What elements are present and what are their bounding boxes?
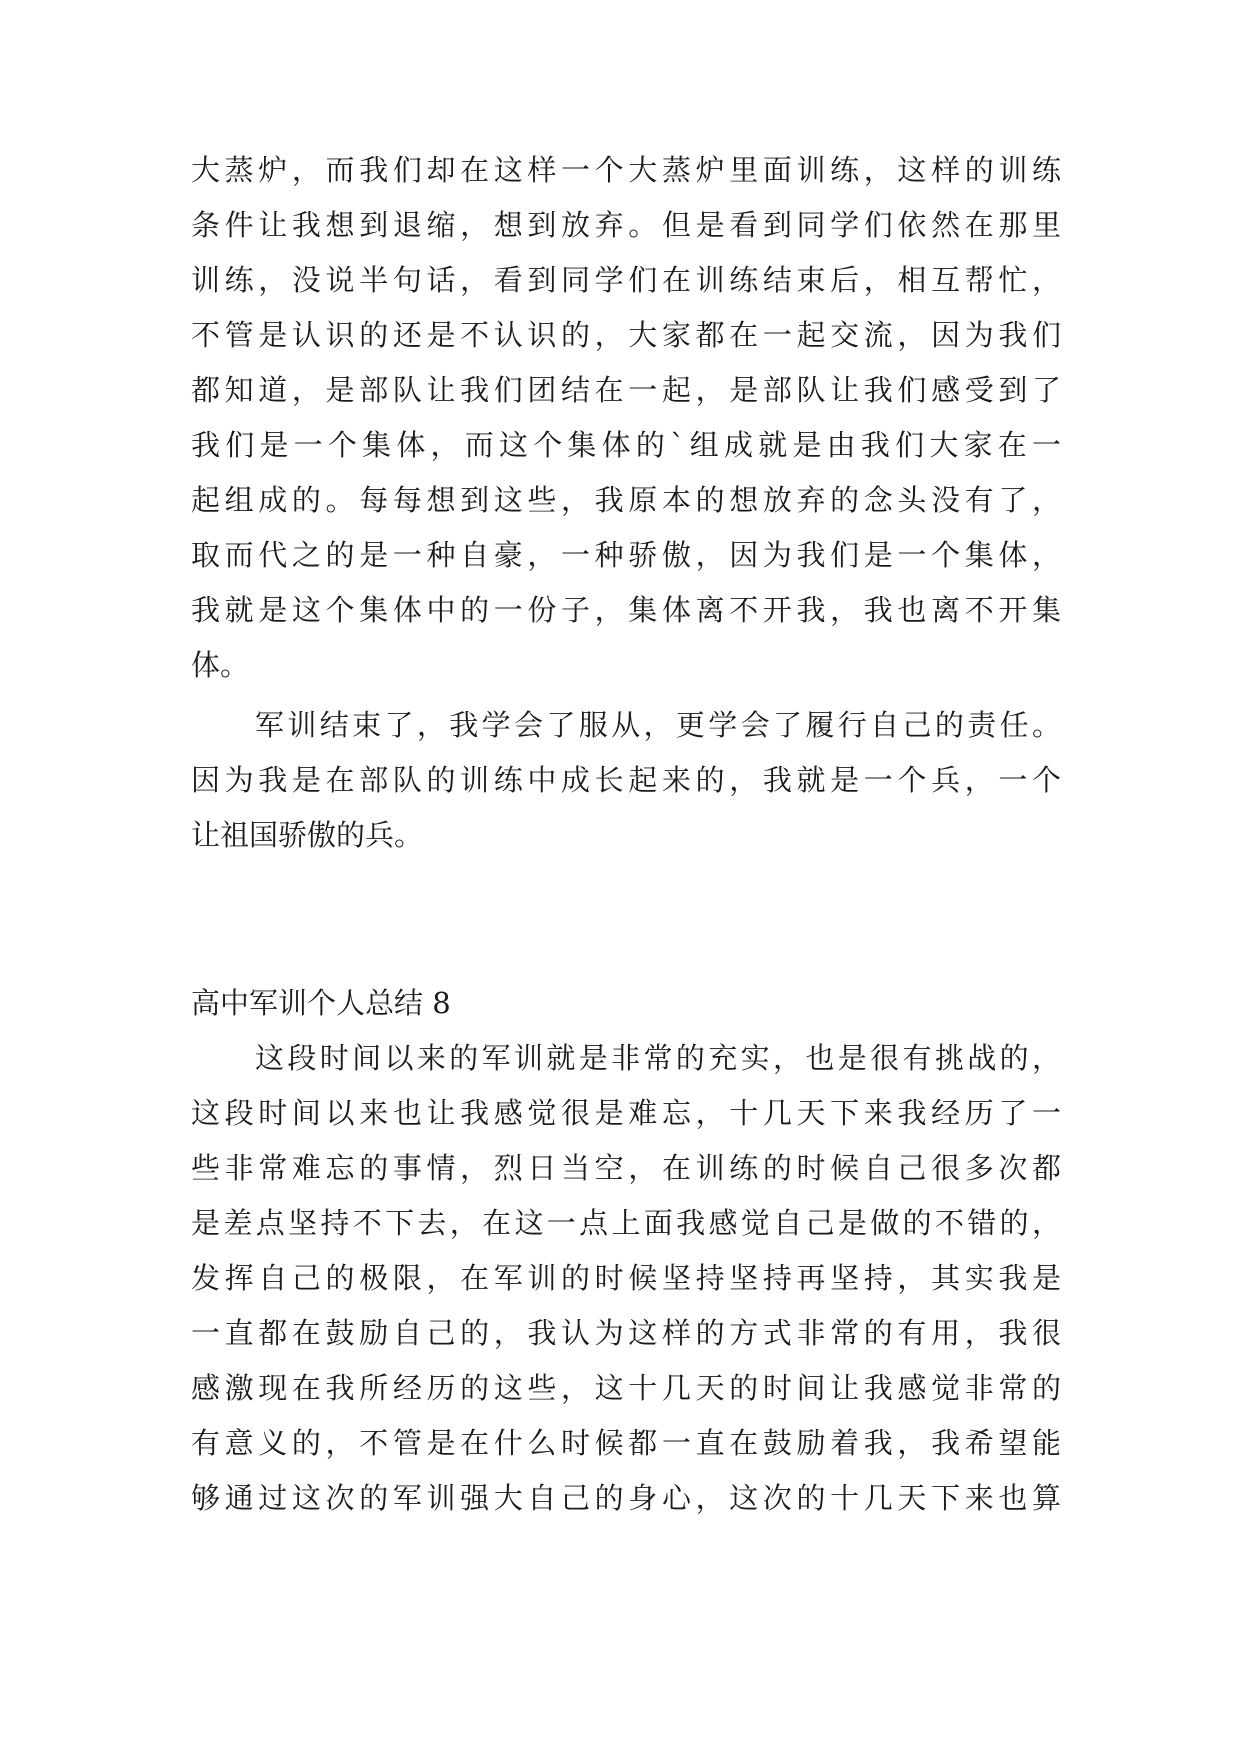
text-line: 有意义的，不管是在什么时候都一直在鼓励着我，我希望能 [191, 1426, 1061, 1460]
text-line: 体。 [191, 648, 250, 682]
section-heading: 高中军训个人总结 8 [191, 986, 451, 1020]
text-line: 这段时间以来也让我感觉很是难忘，十几天下来我经历了一 [191, 1096, 1061, 1130]
text-line: 感激现在我所经历的这些，这十几天的时间让我感觉非常的 [191, 1371, 1061, 1405]
text-line: 些非常难忘的事情，烈日当空，在训练的时候自己很多次都 [191, 1151, 1061, 1185]
text-line: 大蒸炉，而我们却在这样一个大蒸炉里面训练，这样的训练 [191, 153, 1061, 187]
text-line: 是差点坚持不下去，在这一点上面我感觉自己是做的不错的， [191, 1206, 1061, 1240]
text-line: 我就是这个集体中的一份子，集体离不开我，我也离不开集 [191, 593, 1061, 627]
text-line: 因为我是在部队的训练中成长起来的，我就是一个兵，一个 [191, 763, 1061, 797]
text-line: 发挥自己的极限，在军训的时候坚持坚持再坚持，其实我是 [191, 1261, 1061, 1295]
text-line: 我们是一个集体，而这个集体的`组成就是由我们大家在一 [191, 428, 1061, 462]
text-line: 军训结束了，我学会了服从，更学会了履行自己的责任。 [255, 708, 1061, 742]
text-line: 不管是认识的还是不认识的，大家都在一起交流，因为我们 [191, 318, 1061, 352]
text-line: 起组成的。每每想到这些，我原本的想放弃的念头没有了， [191, 483, 1061, 517]
text-line: 训练，没说半句话，看到同学们在训练结束后，相互帮忙， [191, 263, 1061, 297]
text-line: 一直都在鼓励自己的，我认为这样的方式非常的有用，我很 [191, 1316, 1061, 1350]
text-line: 取而代之的是一种自豪，一种骄傲，因为我们是一个集体， [191, 538, 1061, 572]
text-line: 让祖国骄傲的兵。 [191, 818, 424, 852]
text-line: 这段时间以来的军训就是非常的充实，也是很有挑战的， [255, 1041, 1061, 1075]
text-line: 都知道，是部队让我们团结在一起，是部队让我们感受到了 [191, 373, 1061, 407]
text-line: 条件让我想到退缩，想到放弃。但是看到同学们依然在那里 [191, 208, 1061, 242]
text-line: 够通过这次的军训强大自己的身心，这次的十几天下来也算 [191, 1481, 1061, 1515]
